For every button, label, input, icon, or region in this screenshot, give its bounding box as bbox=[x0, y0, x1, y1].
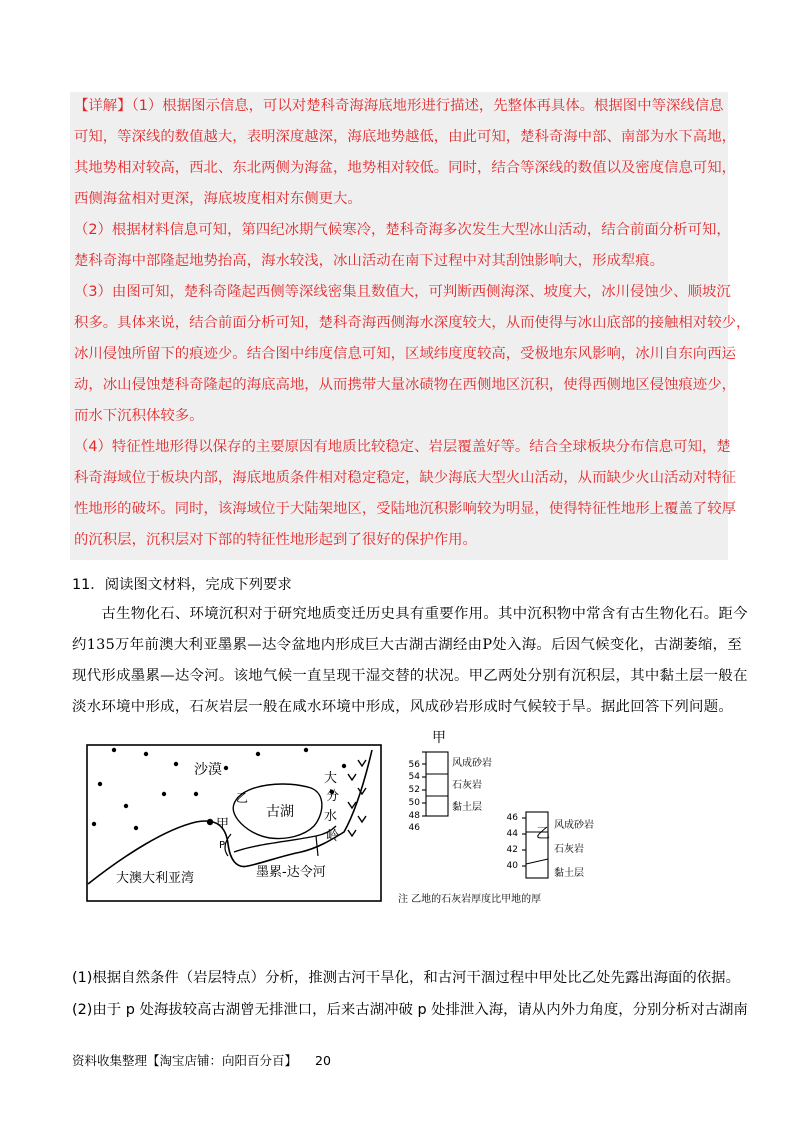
answer-line: 楚科奇海中部隆起地势抬高，海水较浅，冰山活动在南下过程中对其刮蚀影响大，形成犁痕。 bbox=[74, 253, 665, 269]
p-label: P bbox=[219, 840, 226, 851]
material-line: 古生物化石、环境沉积对于研究地质变迁历史具有重要作用。其中沉积物中常含有古生物化石。距今 bbox=[72, 606, 748, 622]
answer-line: 而水下沉积体较多。 bbox=[74, 408, 204, 424]
jia-tick: 46 bbox=[408, 823, 420, 833]
yi-tick: 46 bbox=[506, 813, 518, 823]
figure-note: 注 乙地的石灰岩厚度比甲地的厚 bbox=[398, 894, 542, 905]
jia-layer: 风成砂岩 bbox=[452, 758, 492, 769]
jia-tick: 52 bbox=[408, 785, 420, 795]
answer-line: 其地势相对较高，西北、东北两侧为海盆，地势相对较低。同时，结合等深线的数值以及密度信息可知， bbox=[74, 160, 736, 176]
yi-tick: 40 bbox=[506, 861, 518, 871]
jia-tick: 54 bbox=[408, 772, 420, 782]
answer-line: 可知，等深线的数值越大，表明深度越深，海底地势越低，由此可知，楚科奇海中部、南部为水下高地， bbox=[74, 129, 736, 145]
answer-line: 冰川侵蚀所留下的痕迹少。结合图中纬度信息可知，区域纬度度较高，受极地东风影响，冰川自东向西运 bbox=[74, 346, 736, 362]
jia-layer: 石灰岩 bbox=[452, 780, 482, 791]
range-label: 水 bbox=[324, 809, 338, 824]
answer-line: 的沉积层，沉积层对下部的特征性地形起到了很好的保护作用。 bbox=[74, 532, 477, 548]
answer-line: 科奇海域位于板块内部，海底地质条件相对稳定稳定，缺少海底大型火山活动，从而缺少火山活动对特征 bbox=[74, 470, 736, 486]
yi-tick: 44 bbox=[506, 829, 518, 839]
jia-layer: 黏土层 bbox=[452, 802, 482, 813]
jia-tick: 48 bbox=[408, 811, 420, 821]
range-label: 大 bbox=[324, 771, 338, 786]
yi-layer: 黏土层 bbox=[554, 868, 584, 879]
yi-tick: 42 bbox=[506, 845, 518, 855]
lake-map bbox=[86, 744, 382, 902]
jia-label: 甲 bbox=[216, 817, 230, 832]
answer-line: 西侧海盆相对更深，海底坡度相对东侧更大。 bbox=[74, 191, 362, 207]
river-label: 墨累-达令河 bbox=[256, 865, 326, 880]
jia-tick: 50 bbox=[408, 798, 420, 808]
question-title: 11．阅读图文材料，完成下列要求 bbox=[72, 577, 292, 593]
yi-layer: 石灰岩 bbox=[554, 844, 584, 855]
strata-columns bbox=[396, 726, 628, 916]
sub-question-2: (2)由于 p 处海拔较高古湖曾无排泄口，后来古湖冲破 p 处排泄入海，请从内外力角度，分别分析对古湖南 bbox=[72, 1002, 748, 1018]
range-label: 岭 bbox=[326, 829, 340, 844]
material-line: 约135万年前澳大利亚墨累—达令盆地内形成巨大古湖古湖经由P处入海。后因气候变化，古湖萎缩，至 bbox=[72, 637, 743, 653]
yi-column-title: 乙 bbox=[536, 826, 550, 842]
page-footer bbox=[72, 1052, 331, 1070]
jia-tick: 56 bbox=[408, 760, 420, 770]
bay-label: 大澳大利亚湾 bbox=[116, 871, 195, 886]
desert-label: 沙漠 bbox=[194, 762, 222, 778]
answer-line: 动，冰山侵蚀楚科奇隆起的海底高地，从而携带大量冰碛物在西侧地区沉积，使得西侧地区侵蚀痕迹少， bbox=[74, 377, 736, 393]
material-line: 现代形成墨累—达令河。该地气候一直呈现干湿交替的状况。甲乙两处分别有沉积层，其中黏土层一般在 bbox=[72, 668, 748, 684]
answer-line: 【详解】（1）根据图示信息，可以对楚科奇海海底地形进行描述，先整体再具体。根据图中等深线信息 bbox=[74, 98, 724, 114]
yi-label: 乙 bbox=[236, 791, 249, 805]
yi-layer: 风成砂岩 bbox=[554, 820, 594, 831]
sub-question-1: (1)根据自然条件（岩层特点）分析，推测古河干旱化，和古河干涸过程中甲处比乙处先露出海面的依据。 bbox=[72, 970, 740, 986]
answer-line: （4）特征性地形得以保存的主要原因有地质比较稳定、岩层覆盖好等。结合全球板块分布信息可知，楚 bbox=[74, 439, 731, 455]
footer-source: 资料收集整理【淘宝店铺：向阳百分百】 bbox=[72, 1053, 298, 1068]
answer-line: （3）由图可知，楚科奇隆起西侧等深线密集且数值大，可判断西侧海深、坡度大，冰川侵蚀少、顺坡沉 bbox=[74, 284, 731, 300]
answer-line: 性地形的破坏。同时，该海域位于大陆架地区，受陆地沉积影响较为明显，使得特征性地形上覆盖了较厚 bbox=[74, 501, 736, 517]
page-number: 20 bbox=[315, 1053, 331, 1068]
answer-line: 积多。具体来说，结合前面分析可知，楚科奇海西侧海水深度较大，从而使得与冰山底部的接触相对较少， bbox=[74, 315, 751, 331]
lake-label: 古湖 bbox=[266, 804, 294, 820]
material-line: 淡水环境中形成，石灰岩层一般在咸水环境中形成，风成砂岩形成时气候较于旱。据此回答下列问题。 bbox=[72, 699, 734, 715]
range-label: 分 bbox=[326, 789, 340, 804]
jia-column-title: 甲 bbox=[432, 730, 446, 746]
answer-line: （2）根据材料信息可知，第四纪冰期气候寒冷，楚科奇海多次发生大型冰山活动，结合前面分析可知， bbox=[74, 222, 731, 238]
